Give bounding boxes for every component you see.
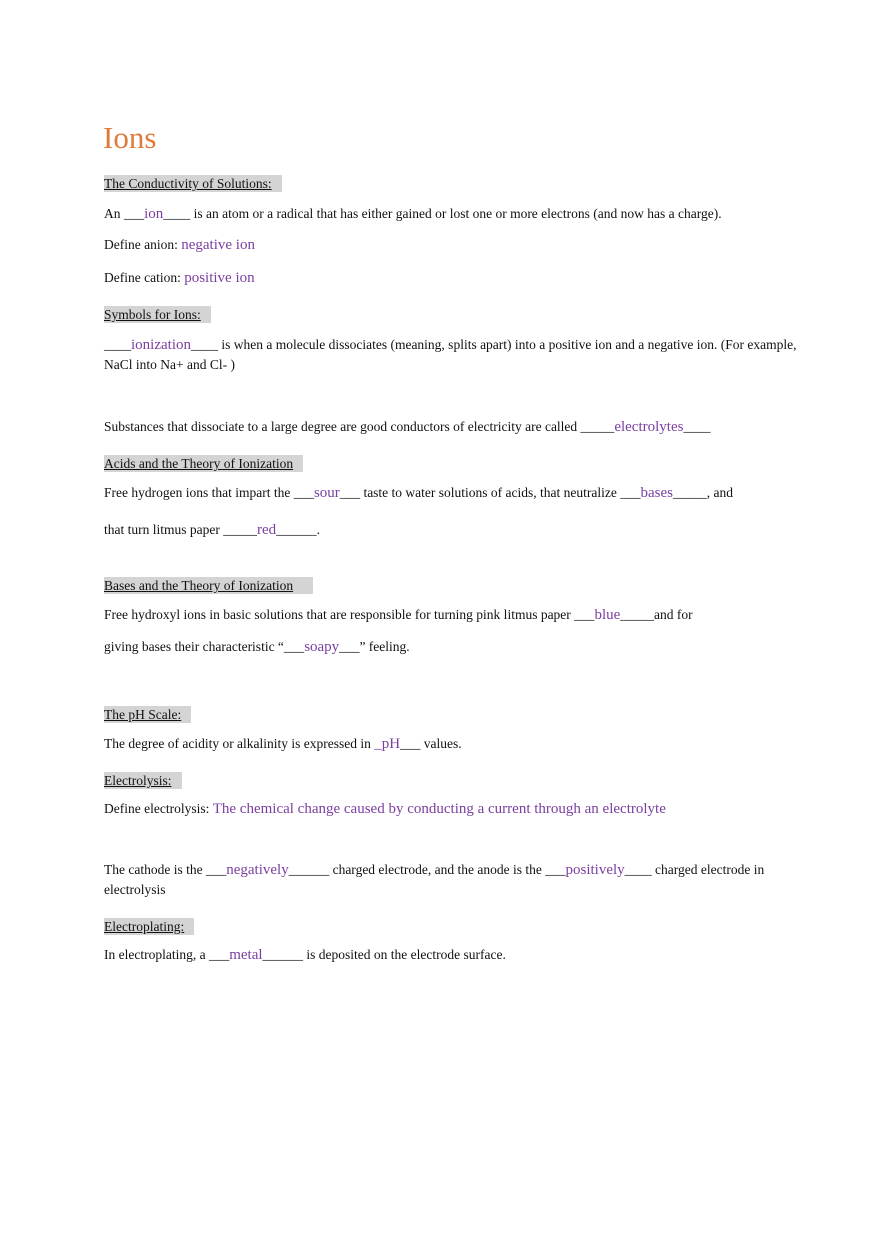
bases-line-1 (104, 605, 794, 625)
section-heading-conductivity (104, 174, 794, 193)
answer-anion: negative ion (181, 237, 255, 253)
acids-line-1 (104, 483, 794, 503)
cathode-suffix: ____ charged electrode in electrolysis (104, 862, 765, 897)
acids-line1-suffix: _____, and (672, 485, 733, 500)
answer-blue: blue (594, 607, 621, 623)
section-heading-ph (104, 705, 794, 724)
cation-label: Define cation: (104, 270, 185, 285)
bases-line-2 (104, 637, 794, 657)
answer-electrolytes: electrolytes (614, 419, 684, 435)
answer-negatively: negatively (226, 862, 289, 878)
ionization-suffix: ____ is when a molecule dissociates (meaning, splits apart) into a positive ion and a negative ion. (For example, NaCl into Na+ and Cl- ) (104, 337, 797, 372)
ionization-prefix: ____ (104, 337, 131, 352)
heading-bases: Bases and the Theory of Ionization (104, 577, 313, 594)
acids-line1-middle: ___ taste to water solutions of acids, that neutralize ___ (339, 485, 641, 500)
heading-symbols: Symbols for Ions: (104, 306, 211, 323)
answer-red: red (256, 522, 277, 538)
electrolysis-label: Define electrolysis: (104, 801, 213, 816)
electroplating-suffix: ______ is deposited on the electrode surface. (262, 947, 506, 962)
ionization-definition (104, 335, 804, 374)
acids-line1-prefix: Free hydrogen ions that impart the ___ (104, 485, 314, 500)
answer-positively: positively (565, 862, 625, 878)
ion-suffix: ____ is an atom or a radical that has either gained or lost one or more electrons (and now has a charge). (163, 206, 722, 221)
heading-acids: Acids and the Theory of Ionization (104, 455, 303, 472)
heading-ph: The pH Scale: (104, 706, 191, 723)
answer-bases: bases (640, 485, 673, 501)
electrolytes-sentence (104, 417, 794, 437)
section-heading-symbols (104, 305, 794, 324)
ph-prefix: The degree of acidity or alkalinity is expressed in (104, 736, 375, 751)
bases-line1-prefix: Free hydroxyl ions in basic solutions that are responsible for turning pink litmus paper ___ (104, 607, 595, 622)
page-title: Ions (103, 120, 157, 155)
heading-conductivity: The Conductivity of Solutions: (104, 175, 282, 192)
anion-label: Define anion: (104, 237, 182, 252)
answer-electrolysis: The chemical change caused by conducting a current through an electrolyte (212, 801, 666, 817)
heading-electroplating: Electroplating: (104, 918, 194, 935)
bases-line1-suffix: _____and for (620, 607, 693, 622)
electroplating-sentence (104, 945, 794, 965)
anion-definition (104, 235, 794, 255)
cathode-middle: ______ charged electrode, and the anode is the ___ (288, 862, 566, 877)
heading-electrolysis: Electrolysis: (104, 772, 182, 789)
electrolysis-definition (104, 799, 794, 819)
cathode-anode-sentence (104, 860, 794, 899)
electrolytes-prefix: Substances that dissociate to a large degree are good conductors of electricity are called _____ (104, 419, 615, 434)
ion-definition (104, 204, 794, 224)
ph-sentence (104, 734, 794, 754)
answer-soapy: soapy (304, 639, 340, 655)
section-heading-acids (104, 454, 794, 473)
answer-metal: metal (229, 947, 263, 963)
acids-line-2 (104, 520, 794, 540)
electrolytes-suffix: ____ (683, 419, 711, 434)
answer-ph: _pH (374, 736, 401, 752)
answer-ionization: ionization (131, 337, 191, 353)
bases-line2-suffix: ___” feeling. (339, 639, 410, 654)
electroplating-prefix: In electroplating, a ___ (104, 947, 230, 962)
answer-sour: sour (313, 485, 340, 501)
answer-ion: ion (144, 206, 164, 222)
answer-cation: positive ion (184, 270, 255, 286)
ph-suffix: ___ values. (400, 736, 462, 751)
section-heading-electrolysis (104, 771, 794, 790)
acids-line2-prefix: that turn litmus paper _____ (104, 522, 257, 537)
section-heading-electroplating (104, 917, 794, 936)
cation-definition (104, 268, 794, 288)
ion-prefix: An ___ (104, 206, 145, 221)
section-heading-bases (104, 576, 794, 595)
acids-line2-suffix: ______. (276, 522, 321, 537)
cathode-prefix: The cathode is the ___ (104, 862, 227, 877)
bases-line2-prefix: giving bases their characteristic “___ (104, 639, 305, 654)
